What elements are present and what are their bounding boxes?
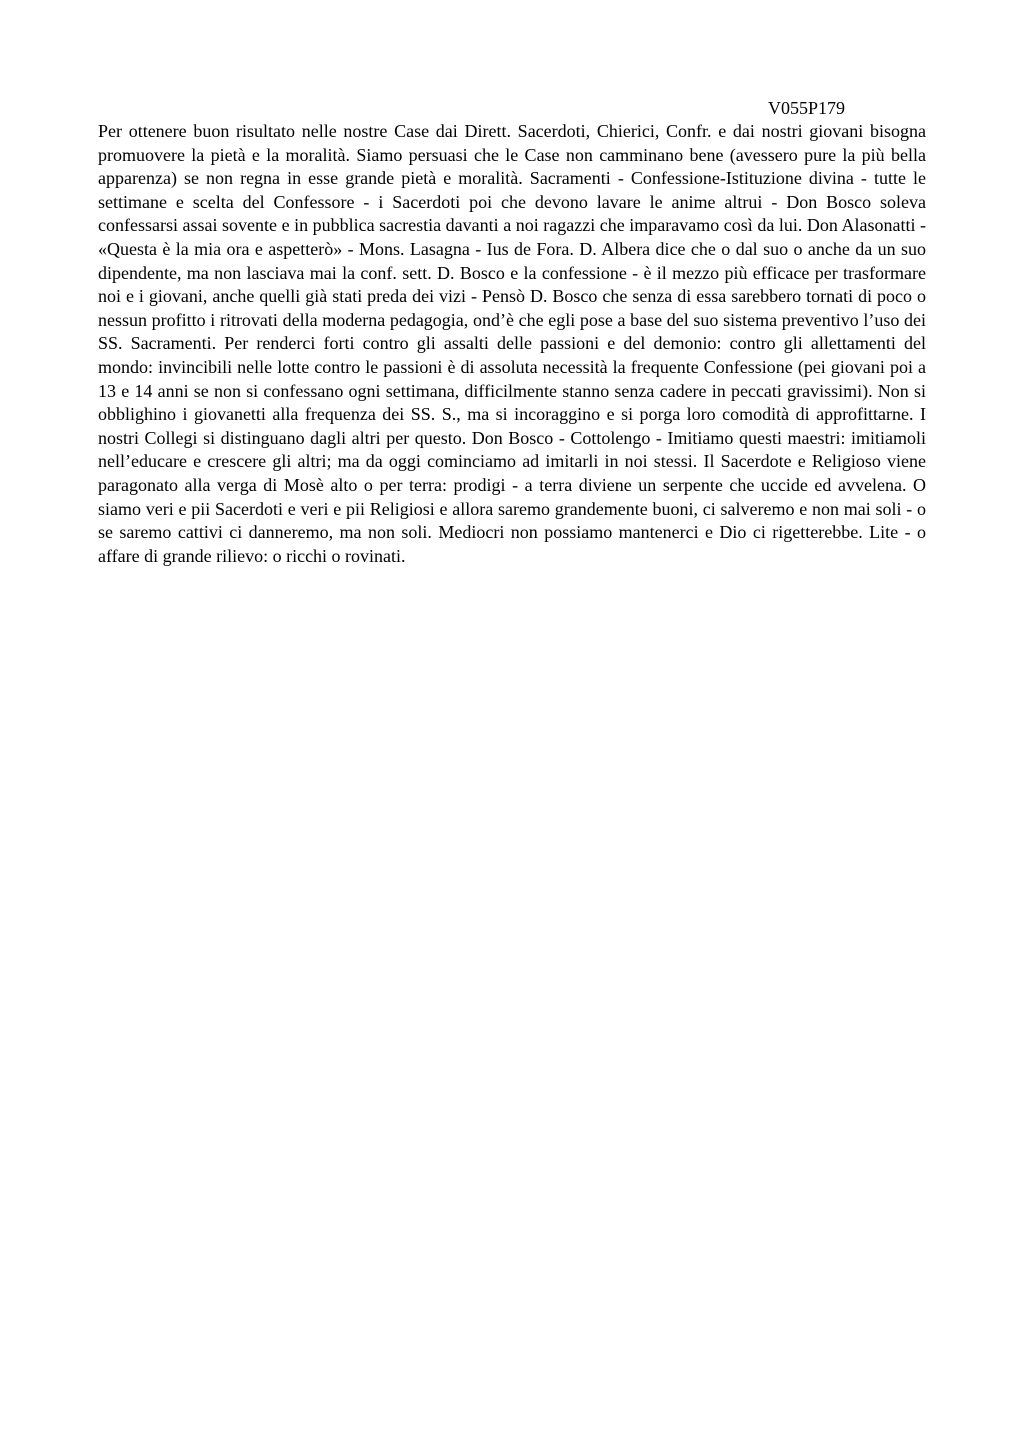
body-paragraph: Per ottenere buon risultato nelle nostre Case dai Dirett. Sacerdoti, Chierici, Confr. e dai nostri giovani bisogna promuovere la pietà e la moralità. Siamo persuasi che le Case non camminano bene (avessero pure la più bella apparenza) se non regna in esse grande pietà e moralità. Sacramenti - Confessione-Istituzione divina - tutte le settimane e scelta del Confessore - i Sacerdoti poi che devono lavare le anime altrui - Don Bosco soleva confessarsi assai sovente e in pubblica sacrestia davanti a noi ragazzi che imparavamo così da lui. Don Alasonatti - «Questa è la mia ora e aspetterò» - Mons. Lasagna - Ius de Fora. D. Albera dice che o dal suo o anche da un suo dipendente, ma non lasciava mai la conf. sett. D. Bosco e la confessione - è il mezzo più efficace per trasformare noi e i giovani, anche quelli già stati preda dei vizi - Pensò D. Bosco che senza di essa sarebbero tornati di poco o nessun profitto i ritrovati della moderna pedagogia, ond’è che egli pose a base del suo sistema preventivo l’uso dei SS. Sacramenti. Per renderci forti contro gli assalti delle passioni e del demonio: contro gli allettamenti del mondo: invincibili nelle lotte contro le passioni è di assoluta necessità la frequente Confessione (pei giovani poi a 13 e 14 anni se non si confessano ogni settimana, difficilmente stanno senza cadere in peccati gravissimi). Non si obblighino i giovanetti alla frequenza dei SS. S., ma si incoraggino e si porga loro comodità di approfittarne. I nostri Collegi si distinguano dagli altri per questo. Don Bosco - Cottolengo - Imitiamo questi maestri: imitiamoli nell’educare e crescere gli altri; ma da oggi cominciamo ad imitarli in noi stessi. Il Sacerdote e Religioso viene paragonato alla verga di Mosè alto o per terra: prodigi - a terra diviene un serpente che uccide ed avvelena. O siamo veri e pii Sacerdoti e veri e pii Religiosi e allora saremo grandemente buoni, ci salveremo e non mai soli - o se saremo cattivi ci danneremo, ma non soli. Mediocri non possiamo mantenerci e Dio ci rigetterebbe. Lite - o affare di grande rilievo: o ricchi o rovinati. bbox=[98, 121, 926, 566]
page-reference: V055P179 bbox=[768, 98, 846, 118]
